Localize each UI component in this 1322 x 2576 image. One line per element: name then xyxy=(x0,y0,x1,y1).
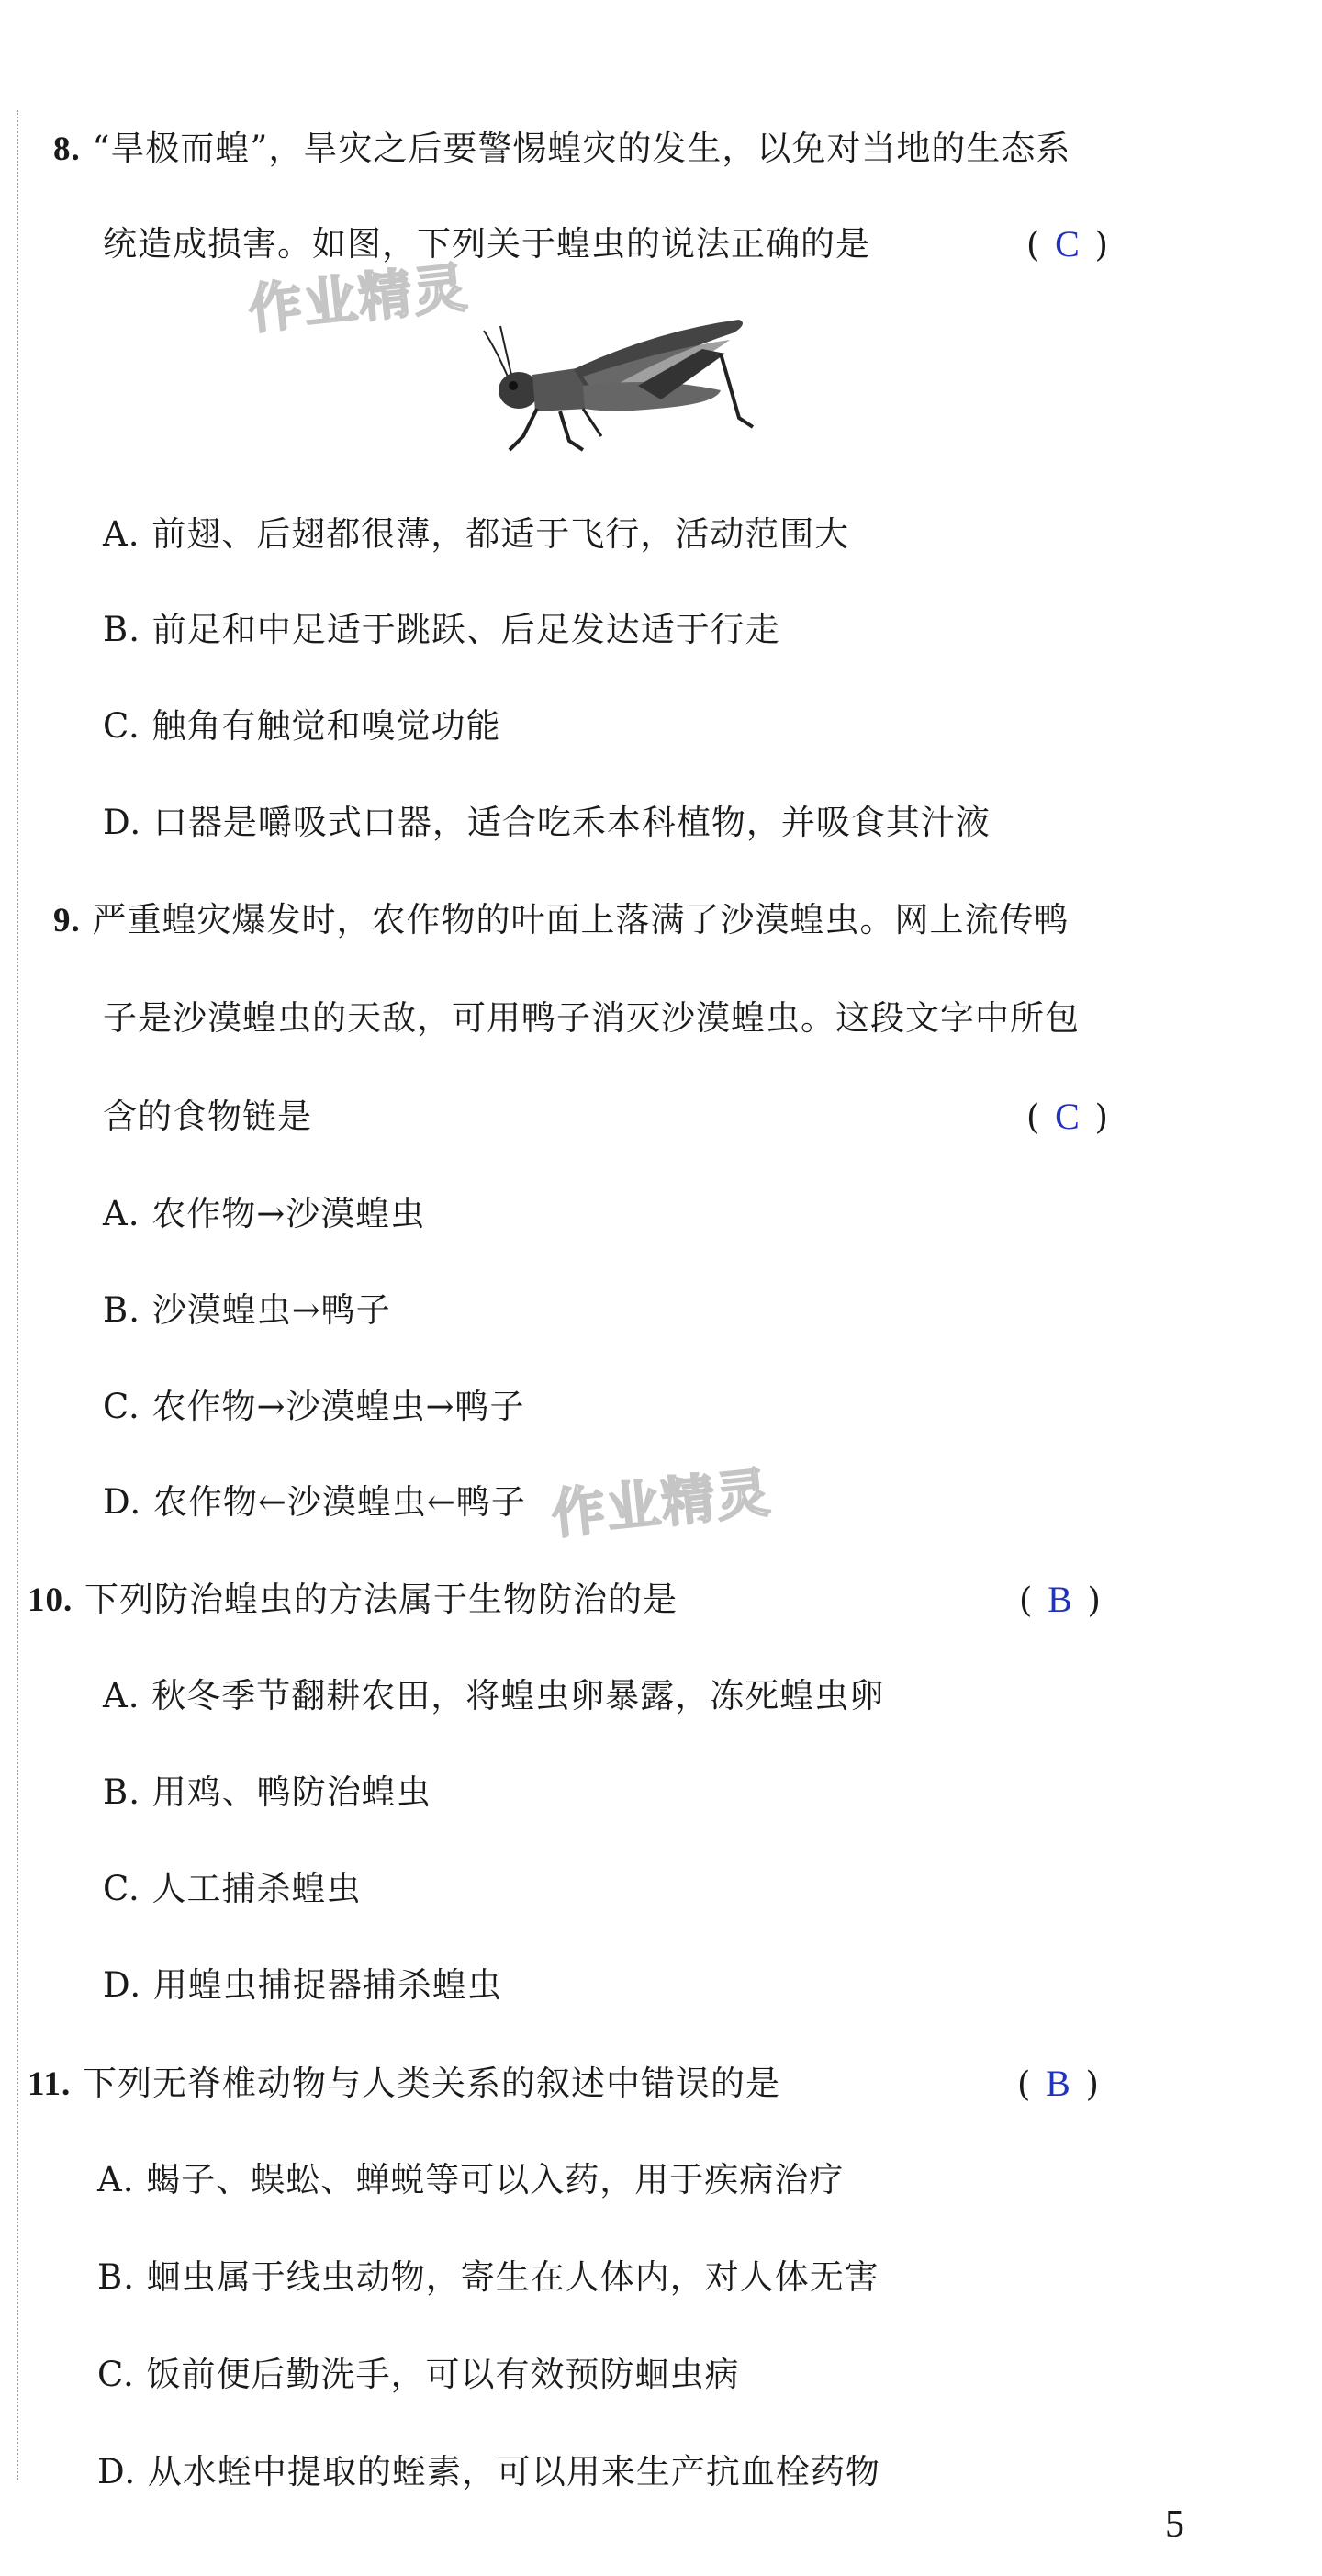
answer-mark: C xyxy=(1055,1096,1080,1137)
margin-rule xyxy=(17,110,20,2480)
option: C. 人工捕杀蝗虫 xyxy=(103,1869,362,1908)
option: C. 触角有触觉和嗅觉功能 xyxy=(103,706,501,746)
answer-mark: B xyxy=(1046,2063,1070,2104)
answer-mark: B xyxy=(1048,1579,1072,1620)
question-number: 11. xyxy=(28,2065,72,2103)
option: A. 前翅、后翅都很薄，都适于飞行，活动范围大 xyxy=(103,514,850,554)
option: B. 蛔虫属于线虫动物，寄生在人体内，对人体无害 xyxy=(97,2257,879,2297)
option: A. 蝎子、蜈蚣、蝉蜕等可以入药，用于疾病治疗 xyxy=(97,2160,845,2199)
question-9-stem-cont: 子是沙漠蝗虫的天敌，可用鸭子消灭沙漠蝗虫。这段文字中所包 xyxy=(103,998,1080,1038)
option: D. 口器是嚼吸式口器，适合吃禾本科植物，并吸食其汁液 xyxy=(103,803,991,842)
question-8-stem: 8. “旱极而蝗”，旱灾之后要警惕蝗灾的发生，以免对当地的生态系 xyxy=(53,129,1071,168)
option: B. 用鸡、鸭防治蝗虫 xyxy=(103,1772,431,1812)
answer-mark: C xyxy=(1055,223,1080,264)
locust-figure xyxy=(473,312,785,459)
question-11-stem: 11. 下列无脊椎动物与人类关系的叙述中错误的是 xyxy=(28,2064,780,2103)
option: B. 前足和中足适于跳跃、后足发达适于行走 xyxy=(103,610,780,649)
option: C. 农作物→沙漠蝗虫→鸭子 xyxy=(103,1387,525,1426)
watermark: 作业精灵 xyxy=(548,1460,775,1547)
question-9-stem-cont: 含的食物链是 xyxy=(103,1097,312,1136)
question-8-stem-cont: 统造成损害。如图，下列关于蝗虫的说法正确的是 xyxy=(103,224,870,264)
watermark: 作业精灵 xyxy=(245,255,472,342)
page-number: 5 xyxy=(1165,2503,1184,2546)
option: D. 农作物←沙漠蝗虫←鸭子 xyxy=(103,1482,526,1522)
question-10-stem: 10. 下列防治蝗虫的方法属于生物防治的是 xyxy=(28,1580,678,1619)
option: C. 饭前便后勤洗手，可以有效预防蛔虫病 xyxy=(97,2355,740,2394)
option: A. 秋冬季节翻耕农田，将蝗虫卵暴露，冻死蝗虫卵 xyxy=(103,1676,885,1715)
answer-blank: ( C ) xyxy=(1026,223,1108,264)
question-number: 9. xyxy=(53,902,81,939)
answer-blank: ( B ) xyxy=(1017,2063,1099,2104)
question-number: 8. xyxy=(53,130,81,168)
option: A. 农作物→沙漠蝗虫 xyxy=(103,1194,426,1233)
option: B. 沙漠蝗虫→鸭子 xyxy=(103,1290,391,1330)
option: D. 从水蛭中提取的蛭素，可以用来生产抗血栓药物 xyxy=(97,2452,880,2492)
answer-blank: ( B ) xyxy=(1019,1579,1101,1620)
question-number: 10. xyxy=(28,1581,73,1619)
option: D. 用蝗虫捕捉器捕杀蝗虫 xyxy=(103,1965,502,2005)
question-9-stem: 9. 严重蝗灾爆发时，农作物的叶面上落满了沙漠蝗虫。网上流传鸭 xyxy=(53,900,1070,939)
answer-blank: ( C ) xyxy=(1026,1096,1108,1137)
